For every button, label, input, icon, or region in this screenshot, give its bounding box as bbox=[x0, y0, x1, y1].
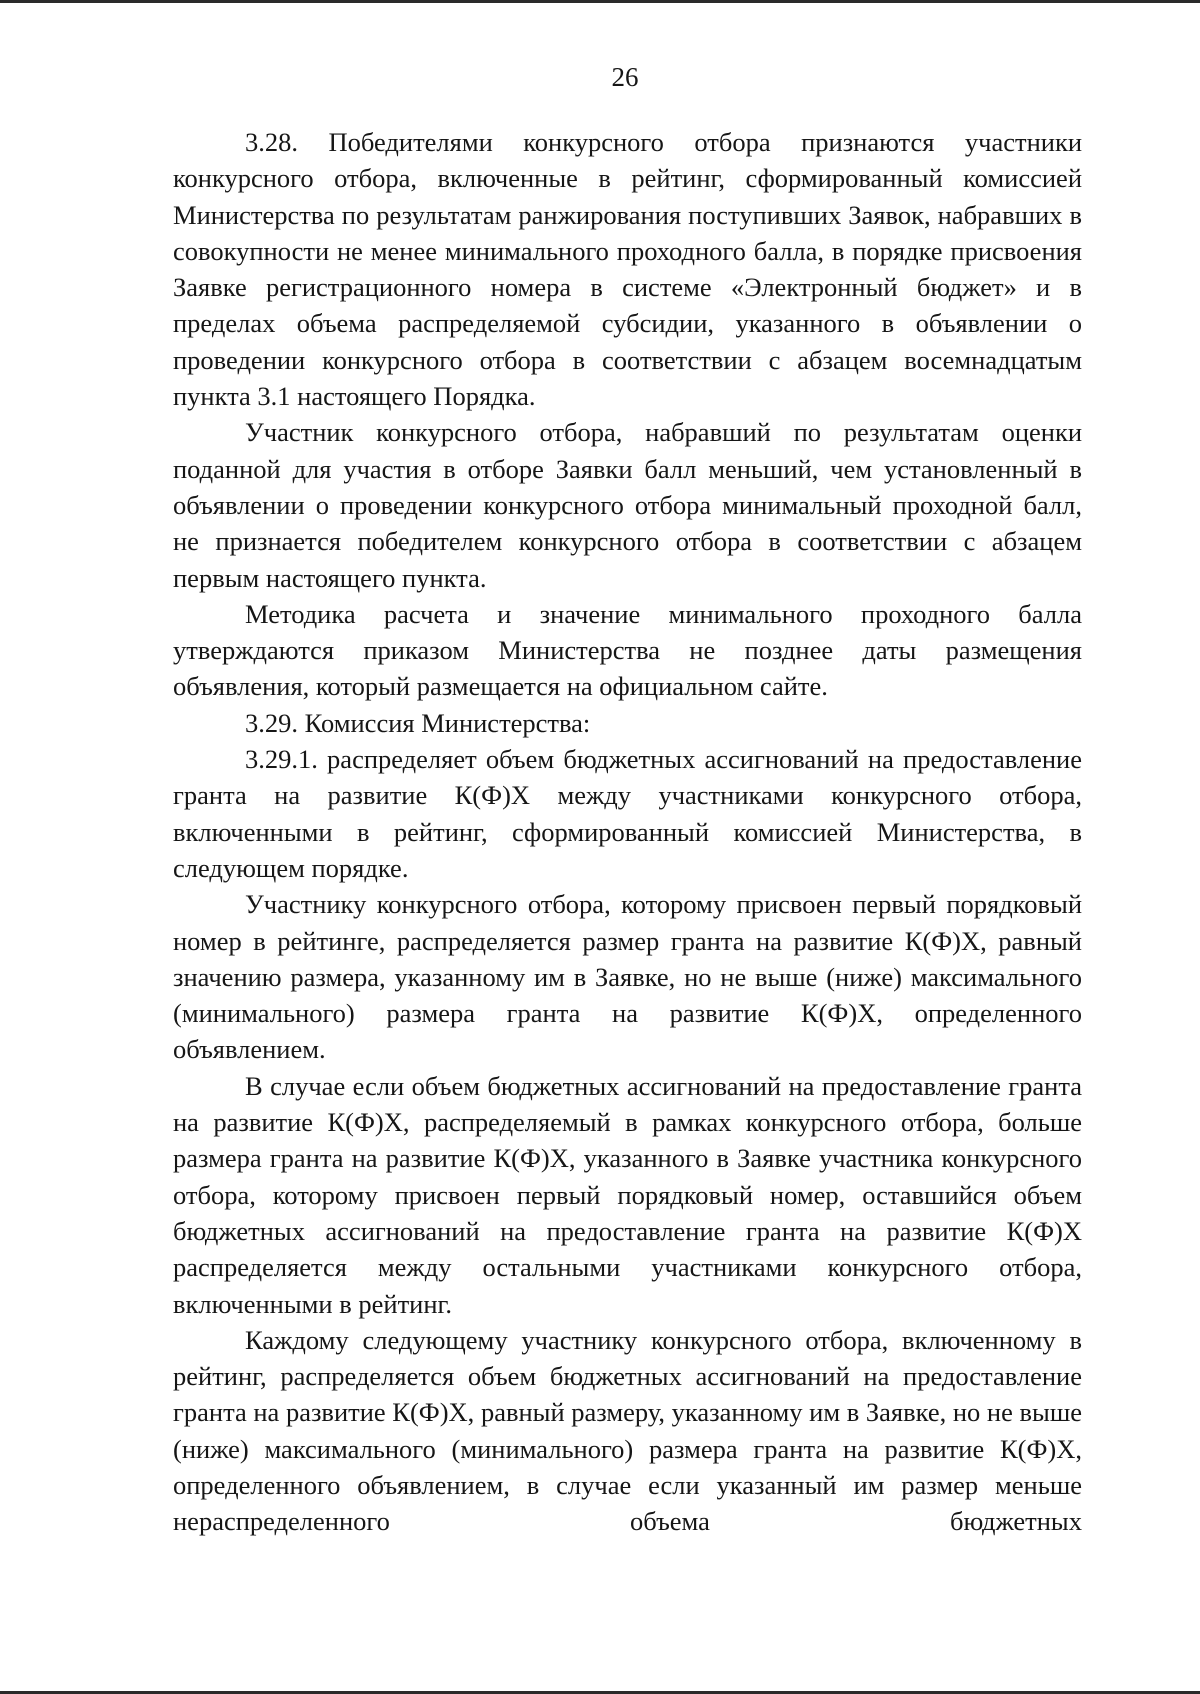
paragraph-3-29-1: 3.29.1. распределяет объем бюджетных ассигнований на предоставление гранта на развитие К(Ф)Х между участниками конкурсного отбора, включенными в рейтинг, сформированный комиссией Министерства, в следующем порядке. bbox=[173, 744, 1082, 883]
paragraph-participant-score: Участник конкурсного отбора, набравший по результатам оценки поданной для участия в отборе Заявки балл меньший, чем установленный в объявлении о проведении конкурсного отбора минимальный проходной балл, не признается победителем конкурсного отбора в соответствии с абзацем первым настоящего пункта. bbox=[173, 417, 1082, 593]
paragraph-remaining-allocation: В случае если объем бюджетных ассигнований на предоставление гранта на развитие К(Ф)Х, распределяемый в рамках конкурсного отбора, больше размера гранта на развитие К(Ф)Х, указанного в Заявке участника конкурсного отбора, которому присвоен первый порядковый номер, оставшийся объем бюджетных ассигнований на предоставление гранта на развитие К(Ф)Х распределяется между остальными участниками конкурсного отбора, включенными в рейтинг. bbox=[173, 1070, 1082, 1319]
paragraph-methodology: Методика расчета и значение минимального проходного балла утверждаются приказом Министерства не позднее даты размещения объявления, который размещается на официальном сайте. bbox=[173, 598, 1082, 702]
document-body bbox=[173, 124, 1082, 1540]
paragraph-3-28: 3.28. Победителями конкурсного отбора признаются участники конкурсного отбора, включенные в рейтинг, сформированный комиссией Министерства по результатам ранжирования поступивших Заявок, набравших в совокупности не менее минимального проходного балла, в порядке присвоения Заявке регистрационного номера в системе «Электронный бюджет» и в пределах объема распределяемой субсидии, указанного в объявлении о проведении конкурсного отбора в соответствии с абзацем восемнадцатым пункта 3.1 настоящего Порядка. bbox=[173, 127, 1082, 412]
paragraph-each-next-participant: Каждому следующему участнику конкурсного отбора, включенному в рейтинг, распределяется объем бюджетных ассигнований на предоставление гранта на развитие К(Ф)Х, равный размеру, указанному им в Заявке, но не выше (ниже) максимального (минимального) размера гранта на развитие К(Ф)Х, определенного объявлением, в случае если указанный им размер меньше нераспределенного объема бюджетных bbox=[173, 1324, 1082, 1537]
scan-edge-top bbox=[0, 0, 1200, 3]
paragraph-3-29-heading: 3.29. Комиссия Министерства: bbox=[245, 707, 591, 738]
paragraph-first-place-allocation: Участнику конкурсного отбора, которому присвоен первый порядковый номер в рейтинге, распределяется размер гранта на развитие К(Ф)Х, равный значению размера, указанному им в Заявке, но не выше (ниже) максимального (минимального) размера гранта на развитие К(Ф)Х, определенного объявлением. bbox=[173, 889, 1082, 1065]
page-number: 26 bbox=[611, 62, 639, 92]
